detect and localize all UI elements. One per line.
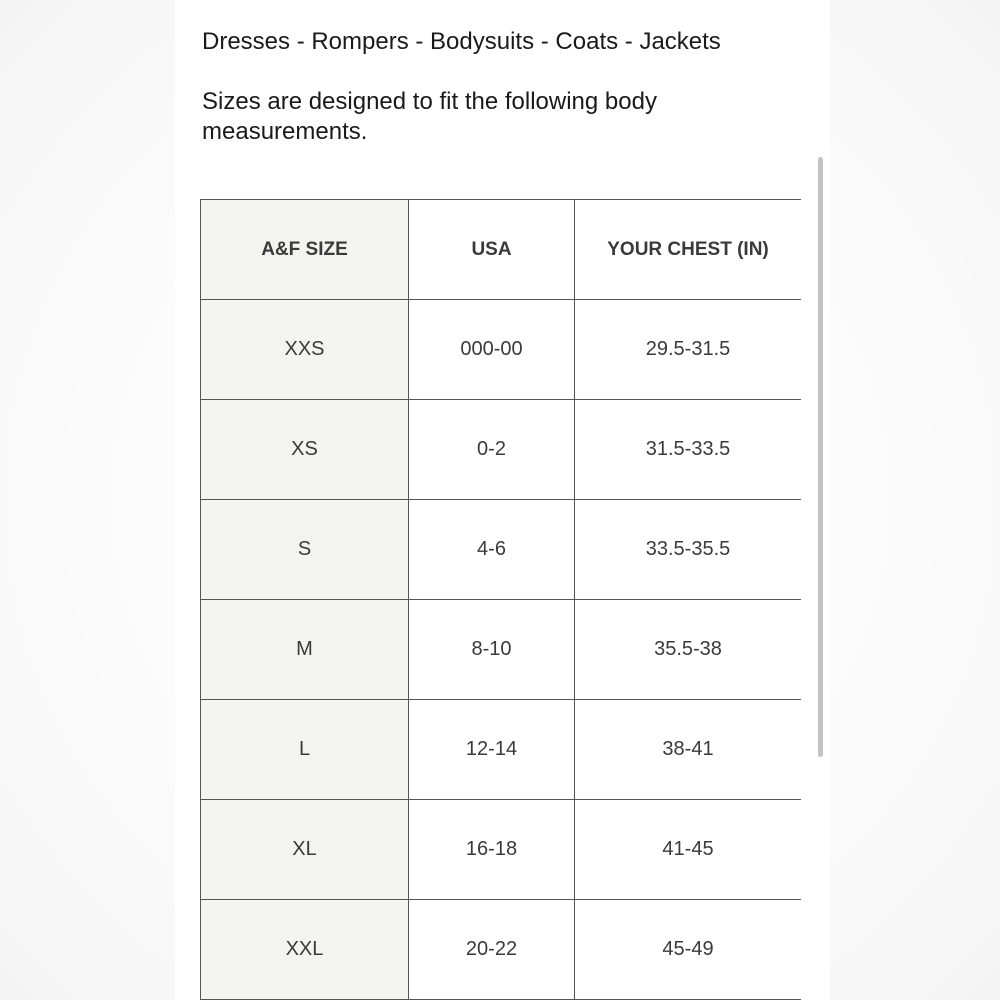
chest-cell: 38-41 — [575, 700, 802, 800]
usa-cell: 0-2 — [409, 400, 575, 500]
header-chest: YOUR CHEST (IN) — [575, 200, 802, 300]
chest-cell: 35.5-38 — [575, 600, 802, 700]
usa-cell: 16-18 — [409, 800, 575, 900]
size-chart-table — [200, 199, 801, 1000]
usa-cell: 4-6 — [409, 500, 575, 600]
size-cell: XXL — [201, 900, 409, 1000]
table-row — [201, 500, 802, 600]
size-cell: XXS — [201, 300, 409, 400]
chest-cell: 33.5-35.5 — [575, 500, 802, 600]
table-row — [201, 300, 802, 400]
usa-cell: 12-14 — [409, 700, 575, 800]
chest-cell: 31.5-33.5 — [575, 400, 802, 500]
size-cell: L — [201, 700, 409, 800]
table-row — [201, 700, 802, 800]
size-cell: XS — [201, 400, 409, 500]
size-cell: XL — [201, 800, 409, 900]
category-list: Dresses - Rompers - Bodysuits - Coats - Jackets — [202, 28, 721, 55]
table-row — [201, 600, 802, 700]
header-usa: USA — [409, 200, 575, 300]
chest-cell: 29.5-31.5 — [575, 300, 802, 400]
table-row — [201, 900, 802, 1000]
vertical-scrollbar[interactable] — [818, 157, 823, 757]
chest-cell: 41-45 — [575, 800, 802, 900]
header-af-size: A&F SIZE — [201, 200, 409, 300]
intro-text: Sizes are designed to fit the following body measurements. — [202, 88, 657, 145]
table-header-row — [201, 200, 802, 300]
table-row — [201, 800, 802, 900]
size-cell: M — [201, 600, 409, 700]
chest-cell: 45-49 — [575, 900, 802, 1000]
usa-cell: 20-22 — [409, 900, 575, 1000]
table-row — [201, 400, 802, 500]
size-cell: S — [201, 500, 409, 600]
usa-cell: 8-10 — [409, 600, 575, 700]
usa-cell: 000-00 — [409, 300, 575, 400]
